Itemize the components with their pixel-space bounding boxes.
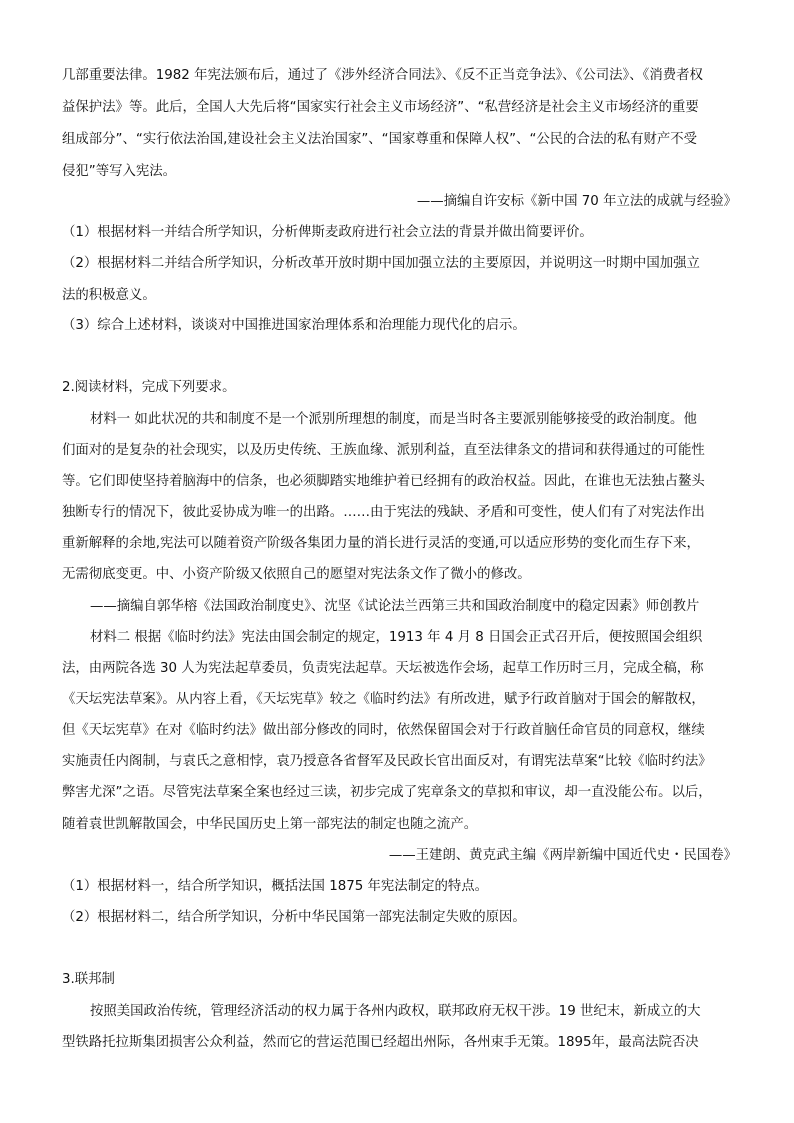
question-line: （1）根据材料一并结合所学知识，分析俾斯麦政府进行社会立法的背景并做出简要评价。 bbox=[62, 225, 593, 240]
material-two-line: 实施责任内阁制，与袁氏之意相悖，袁乃授意各省督军及民政长官出面反对，有谓宪法草案“比较《临时约法》 bbox=[62, 754, 712, 769]
citation: ——王建朗、黄克武主编《两岸新编中国近代史・民国卷》 bbox=[388, 848, 737, 863]
paragraph-line: 几部重要法律。1982 年宪法颁布后，通过了《涉外经济合同法》、《反不正当竞争法》、《公司法》、《消费者权 bbox=[62, 68, 703, 83]
paragraph-line: 侵犯”等写入宪法。 bbox=[62, 164, 177, 179]
material-two-line: 《天坛宪法草案》。从内容上看，《天坛宪草》较之《临时约法》有所改进，赋予行政首脑对于国会的解散权， bbox=[62, 692, 705, 707]
material-one-line: 无需彻底变更。中、小资产阶级又依照自己的愿望对宪法条文作了微小的修改。 bbox=[62, 567, 531, 582]
material-one-line: 重新解释的余地,宪法可以随着资产阶级各集团力量的消长进行灵活的变通,可以适应形势的变化而生存下来， bbox=[62, 536, 700, 551]
material-one-line: 等。它们即使坚持着脑海中的信条，也必须脚踏实地维护着已经拥有的政治权益。因此，在谁也无法独占鳌头 bbox=[62, 474, 705, 489]
material-two-line: 法，由两院各选 30 人为宪法起草委员，负责宪法起草。天坛被选作会场，起草工作历时三月，完成全稿，称 bbox=[62, 661, 704, 676]
question-line: 法的积极意义。 bbox=[62, 288, 156, 303]
section-heading: 2.阅读材料，完成下列要求。 bbox=[62, 380, 236, 395]
material-one-line: 独断专行的情况下，彼此妥协成为唯一的出路。……由于宪法的残缺、矛盾和可变性，使人们有了对宪法作出 bbox=[62, 505, 705, 520]
material-one-line: 们面对的是复杂的社会现实，以及历史传统、王族血缘、派别利益，直至法律条文的措词和获得通过的可能性 bbox=[62, 443, 705, 458]
citation: ——摘编自许安标《新中国 70 年立法的成就与经验》 bbox=[416, 194, 737, 209]
question-line: （3）综合上述材料，谈谈对中国推进国家治理体系和治理能力现代化的启示。 bbox=[62, 318, 526, 333]
question-line: （2）根据材料二并结合所学知识，分析改革开放时期中国加强立法的主要原因，并说明这一时期中国加强立 bbox=[62, 256, 700, 271]
material-two-line: 随着袁世凯解散国会，中华民国历史上第一部宪法的制定也随之流产。 bbox=[62, 817, 478, 832]
paragraph-line: 组成部分”、“实行依法治国,建设社会主义法治国家”、“国家尊重和保障人权”、“公民的合法的私有财产不受 bbox=[62, 132, 698, 147]
material-two-line: 弊害尤深”之语。尽管宪法草案全案也经过三读，初步完成了宪章条文的草拟和审议，却一直没能公布。以后， bbox=[62, 785, 712, 800]
material-two-line: 材料二 根据《临时约法》宪法由国会制定的规定，1913 年 4 月 8 日国会正式召开后，便按照国会组织 bbox=[90, 630, 703, 645]
question-line: （2）根据材料二，结合所学知识，分析中华民国第一部宪法制定失败的原因。 bbox=[62, 910, 526, 925]
paragraph-line: 益保护法》等。此后，全国人大先后将“国家实行社会主义市场经济”、“私营经济是社会主义市场经济的重要 bbox=[62, 100, 699, 115]
section-heading: 3.联邦制 bbox=[62, 972, 115, 987]
material-two-line: 但《天坛宪草》在对《临时约法》做出部分修改的同时，依然保留国会对于行政首脑任命官员的同意权，继续 bbox=[62, 723, 705, 738]
paragraph-line: 型铁路托拉斯集团损害公众利益，然而它的营运范围已经超出州际，各州束手无策。1895年，最高法院否决 bbox=[62, 1035, 699, 1050]
material-one-line: 材料一 如此状况的共和制度不是一个派别所理想的制度，而是当时各主要派别能够接受的政治制度。他 bbox=[90, 412, 697, 427]
question-line: （1）根据材料一，结合所学知识，概括法国 1875 年宪法制定的特点。 bbox=[62, 879, 489, 894]
citation: ——摘编自郭华榕《法国政治制度史》、沈坚《试论法兰西第三共和国政治制度中的稳定因素》师创教片 bbox=[90, 599, 700, 614]
paragraph-line: 按照美国政治传统，管理经济活动的权力属于各州内政权，联邦政府无权干涉。19 世纪末，新成立的大 bbox=[90, 1004, 701, 1019]
